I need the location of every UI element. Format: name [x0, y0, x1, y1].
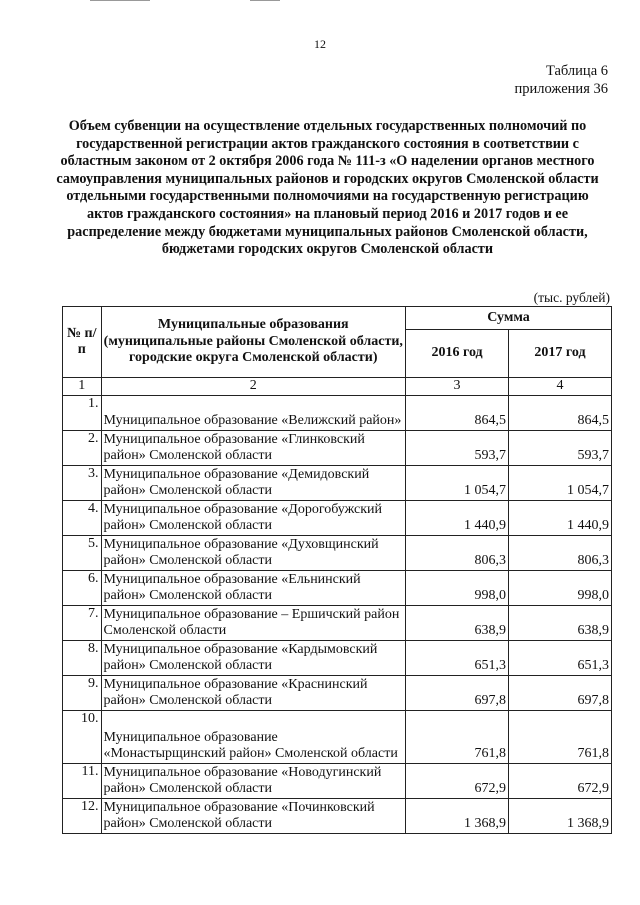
municipality-name: Муниципальное образование «Починковский район» Смоленской области [101, 798, 406, 833]
table-label-line1: Таблица 6 [545, 63, 608, 79]
row-number: 12. [63, 798, 102, 833]
value-2017: 1 440,9 [509, 500, 612, 535]
header-num: № п/п [63, 307, 102, 378]
table-row [63, 763, 612, 798]
municipality-name: Муниципальное образование «Демидовский район» Смоленской области [101, 465, 406, 500]
row-number: 6. [63, 570, 102, 605]
municipality-name: Муниципальное образование «Новодугинский район» Смоленской области [101, 763, 406, 798]
document-title: Объем субвенции на осуществление отдельных государственных полномочий по государственной регистрации актов гражданского состояния в соответствии с областным законом от 2 октября 2006 года № 111-з «О наделении органов местного самоуправления муниципальных районов и городских округов Смоленской области отдельными государственными полномочиями на государственную регистрацию актов гражданского состояния» на плановый период 2016 и 2017 годов и ее распределение между бюджетами муниципальных районов Смоленской области, бюджетами городских округов Смоленской области [56, 118, 599, 258]
municipality-name: Муниципальное образование – Ершичский район Смоленской области [101, 605, 406, 640]
page-number: 12 [314, 37, 326, 51]
value-2016: 651,3 [406, 640, 509, 675]
row-number: 2. [63, 430, 102, 465]
municipality-name: Муниципальное образование «Глинковский район» Смоленской области [101, 430, 406, 465]
scan-edge-mark [90, 0, 150, 1]
value-2016: 1 440,9 [406, 500, 509, 535]
units-label: (тыс. рублей) [533, 290, 610, 305]
value-2016: 864,5 [406, 395, 509, 430]
index-cell: 1 [63, 378, 102, 396]
value-2017: 672,9 [509, 763, 612, 798]
municipality-name: Муниципальное образование «Кардымовский район» Смоленской области [101, 640, 406, 675]
value-2016: 672,9 [406, 763, 509, 798]
value-2017: 864,5 [509, 395, 612, 430]
table-row [63, 465, 612, 500]
table-row [63, 798, 612, 833]
table-row [63, 500, 612, 535]
value-2017: 998,0 [509, 570, 612, 605]
table-body [63, 378, 612, 834]
table-row [63, 710, 612, 763]
municipality-name: Муниципальное образование «Духовщинский район» Смоленской области [101, 535, 406, 570]
row-number: 3. [63, 465, 102, 500]
municipality-name: Муниципальное образование «Монастырщинский район» Смоленской области [101, 710, 406, 763]
value-2017: 1 368,9 [509, 798, 612, 833]
table-label [515, 62, 608, 98]
row-number: 11. [63, 763, 102, 798]
row-number: 7. [63, 605, 102, 640]
value-2017: 761,8 [509, 710, 612, 763]
header-year-2017: 2017 год [509, 330, 612, 378]
value-2016: 697,8 [406, 675, 509, 710]
index-row [63, 378, 612, 396]
row-number: 8. [63, 640, 102, 675]
index-cell: 3 [406, 378, 509, 396]
header-year-2016: 2016 год [406, 330, 509, 378]
table-row [63, 640, 612, 675]
row-number: 1. [63, 395, 102, 430]
value-2017: 1 054,7 [509, 465, 612, 500]
index-cell: 2 [101, 378, 406, 396]
table-label-line2: приложения 36 [514, 81, 608, 97]
municipality-name: Муниципальное образование «Ельнинский район» Смоленской области [101, 570, 406, 605]
value-2016: 761,8 [406, 710, 509, 763]
index-cell: 4 [509, 378, 612, 396]
value-2017: 593,7 [509, 430, 612, 465]
value-2016: 1 368,9 [406, 798, 509, 833]
value-2017: 638,9 [509, 605, 612, 640]
table-row [63, 605, 612, 640]
table-row [63, 675, 612, 710]
header-sum: Сумма [406, 307, 612, 330]
value-2016: 806,3 [406, 535, 509, 570]
row-number: 9. [63, 675, 102, 710]
value-2016: 998,0 [406, 570, 509, 605]
scan-edge-mark [250, 0, 280, 1]
value-2017: 806,3 [509, 535, 612, 570]
value-2017: 697,8 [509, 675, 612, 710]
table-row [63, 535, 612, 570]
value-2016: 1 054,7 [406, 465, 509, 500]
row-number: 5. [63, 535, 102, 570]
table-row [63, 570, 612, 605]
value-2016: 593,7 [406, 430, 509, 465]
municipality-name: Муниципальное образование «Краснинский район» Смоленской области [101, 675, 406, 710]
value-2016: 638,9 [406, 605, 509, 640]
municipality-name: Муниципальное образование «Велижский район» [101, 395, 406, 430]
row-number: 10. [63, 710, 102, 763]
municipality-name: Муниципальное образование «Дорогобужский район» Смоленской области [101, 500, 406, 535]
subvention-table [62, 306, 612, 834]
header-name: Муниципальные образования (муниципальные районы Смоленской области, городские округа Смоленской области) [101, 307, 406, 378]
value-2017: 651,3 [509, 640, 612, 675]
table-row [63, 430, 612, 465]
row-number: 4. [63, 500, 102, 535]
table-row [63, 395, 612, 430]
header-row [63, 307, 612, 330]
